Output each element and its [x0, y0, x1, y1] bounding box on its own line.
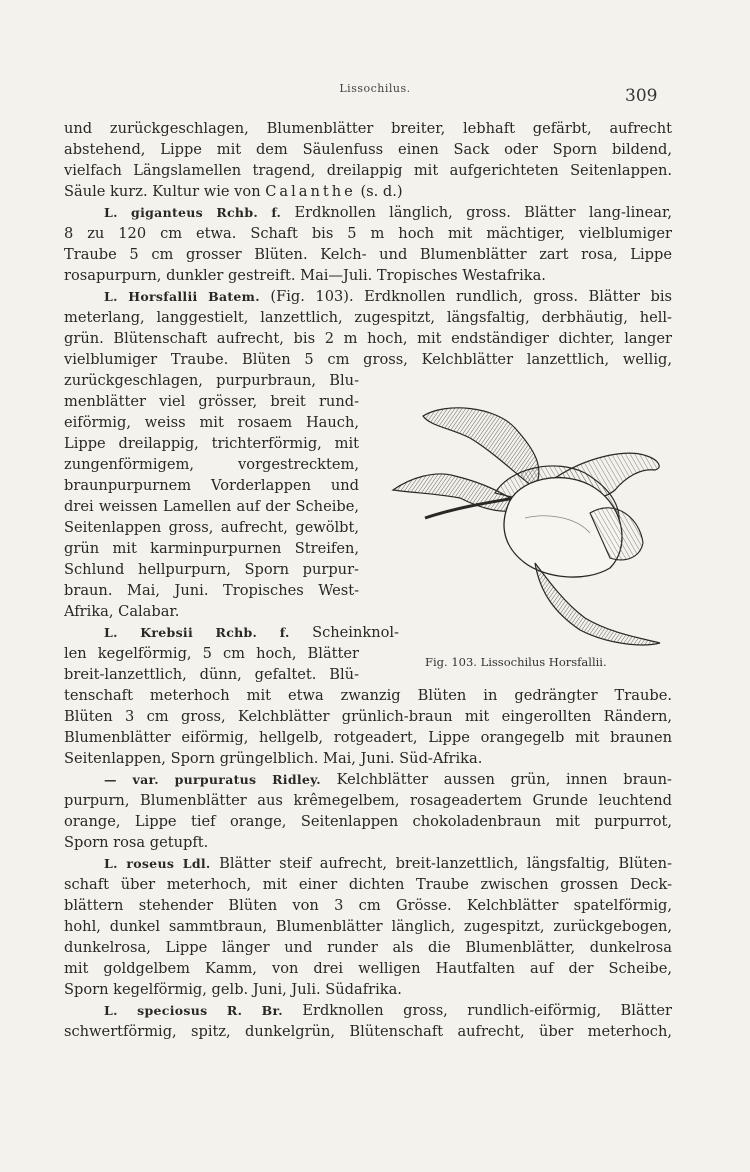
text-line: eiförmig, weiss mit rosaem Hauch, — [64, 414, 359, 431]
text-span: Scheinknol- — [289, 624, 399, 641]
text-span: Erdknollen länglich, gross. Blätter lang-linear, — [281, 204, 672, 221]
text-line: purpurn, Blumenblätter aus krêmegelbem, rosageadertem Grunde leuchtend — [64, 792, 672, 809]
text-span: Säule kurz. Kultur wie von — [64, 183, 266, 200]
text-line: zungenförmigem, vorgestrecktem, — [64, 456, 359, 473]
text-span: (Fig. 103). Erdknollen rundlich, gross. Blätter bis — [259, 288, 672, 305]
variety-name: — var. purpuratus Ridley. — [104, 772, 321, 787]
text-line: dunkelrosa, Lippe länger und runder als die Blumenblätter, dunkelrosa — [64, 939, 672, 956]
text-line — [64, 853, 672, 874]
text-line — [64, 202, 672, 223]
text-line: Sporn kegelförmig, gelb. Juni, Juli. Südafrika. — [64, 981, 402, 998]
text-line: Schlund hellpurpurn, Sporn purpur- — [64, 561, 359, 578]
text-line: Traube 5 cm grosser Blüten. Kelch- und Blumenblätter zart rosa, Lippe — [64, 246, 672, 263]
text-line: Sporn rosa getupft. — [64, 834, 209, 851]
page-number: 309 — [625, 86, 658, 106]
text-line: len kegelförmig, 5 cm hoch, Blätter — [64, 645, 359, 662]
text-line: Seitenlappen, Sporn grüngelblich. Mai, Juni. Süd-Afrika. — [64, 750, 483, 767]
text-line: Blumenblätter eiförmig, hellgelb, rotgeadert, Lippe orangegelb mit braunen — [64, 729, 672, 746]
species-name: L. giganteus Rchb. f. — [104, 205, 282, 220]
text-line: braunpurpurnem Vorderlappen und — [64, 477, 359, 494]
text-line — [64, 622, 399, 643]
text-line: Lippe dreilappig, trichterförmig, mit — [64, 435, 359, 452]
text-line: hohl, dunkel sammtbraun, Blumenblätter länglich, zugespitzt, zurückgebogen, — [64, 918, 672, 935]
text-line: 8 zu 120 cm etwa. Schaft bis 5 m hoch mit mächtiger, vielblumiger — [64, 225, 672, 242]
text-line: zurückgeschlagen, purpurbraun, Blu- — [64, 372, 359, 389]
species-name: L. roseus Ldl. — [104, 856, 211, 871]
text-line: orange, Lippe tief orange, Seitenlappen chokoladenbraun mit purpurrot, — [64, 813, 672, 830]
text-span: Kelchblätter aussen grün, innen braun- — [320, 771, 672, 788]
text-line — [64, 769, 672, 790]
text-line: schwertförmig, spitz, dunkelgrün, Blütenschaft aufrecht, über meterhoch, — [64, 1023, 672, 1040]
text-line: und zurückgeschlagen, Blumenblätter breiter, lebhaft gefärbt, aufrecht — [64, 120, 672, 137]
text-line: braun. Mai, Juni. Tropisches West- — [64, 582, 359, 599]
species-name: L. Horsfallii Batem. — [104, 289, 260, 304]
text-span: Blätter steif aufrecht, breit-lanzettlich, längsfaltig, Blüten- — [210, 855, 672, 872]
orchid-illustration — [385, 398, 670, 660]
text-line: menblätter viel grösser, breit rund- — [64, 393, 359, 410]
text-line: mit goldgelbem Kamm, von drei welligen Hautfalten auf der Scheibe, — [64, 960, 672, 977]
figure-caption: Fig. 103. Lissochilus Horsfallii. — [425, 655, 607, 669]
text-line: abstehend, Lippe mit dem Säulenfuss einen Sack oder Sporn bildend, — [64, 141, 672, 158]
text-line: blättern stehender Blüten von 3 cm Grösse. Kelchblätter spatelförmig, — [64, 897, 672, 914]
text-line: breit-lanzettlich, dünn, gefaltet. Blü- — [64, 666, 359, 683]
text-span: (s. d.) — [355, 183, 403, 200]
text-line — [64, 181, 672, 202]
text-span: Erdknollen gross, rundlich-eiförmig, Blätter — [282, 1002, 672, 1019]
text-line: tenschaft meterhoch mit etwa zwanzig Blüten in gedrängter Traube. — [64, 687, 672, 704]
text-line: vielblumiger Traube. Blüten 5 cm gross, Kelchblätter lanzettlich, wellig, — [64, 351, 672, 368]
text-line: Afrika, Calabar. — [64, 603, 180, 620]
text-line: schaft über meterhoch, mit einer dichten Traube zwischen grossen Deck- — [64, 876, 672, 893]
text-line: meterlang, langgestielt, lanzettlich, zugespitzt, längsfaltig, derbhäutig, hell- — [64, 309, 672, 326]
text-line — [64, 1000, 672, 1021]
text-line: vielfach Längslamellen tragend, dreilappig mit aufgerichteten Seitenlappen. — [64, 162, 672, 179]
text-line: Blüten 3 cm gross, Kelchblätter grünlich-braun mit eingerollten Rändern, — [64, 708, 672, 725]
text-line: drei weissen Lamellen auf der Scheibe, — [64, 498, 359, 515]
species-name: L. Krebsii Rchb. f. — [104, 625, 290, 640]
text-line: rosapurpurn, dunkler gestreift. Mai—Juli. Tropisches Westafrika. — [64, 267, 546, 284]
text-line: Seitenlappen gross, aufrecht, gewölbt, — [64, 519, 359, 536]
species-name: L. speciosus R. Br. — [104, 1003, 283, 1018]
text-line: grün mit karminpurpurnen Streifen, — [64, 540, 359, 557]
running-head: Lissochilus. — [339, 82, 411, 95]
genus-name: Calanthe — [265, 183, 356, 200]
text-line — [64, 286, 672, 307]
text-line: grün. Blütenschaft aufrecht, bis 2 m hoch, mit endständiger dichter, langer — [64, 330, 672, 347]
orchid-drawing — [385, 398, 670, 660]
